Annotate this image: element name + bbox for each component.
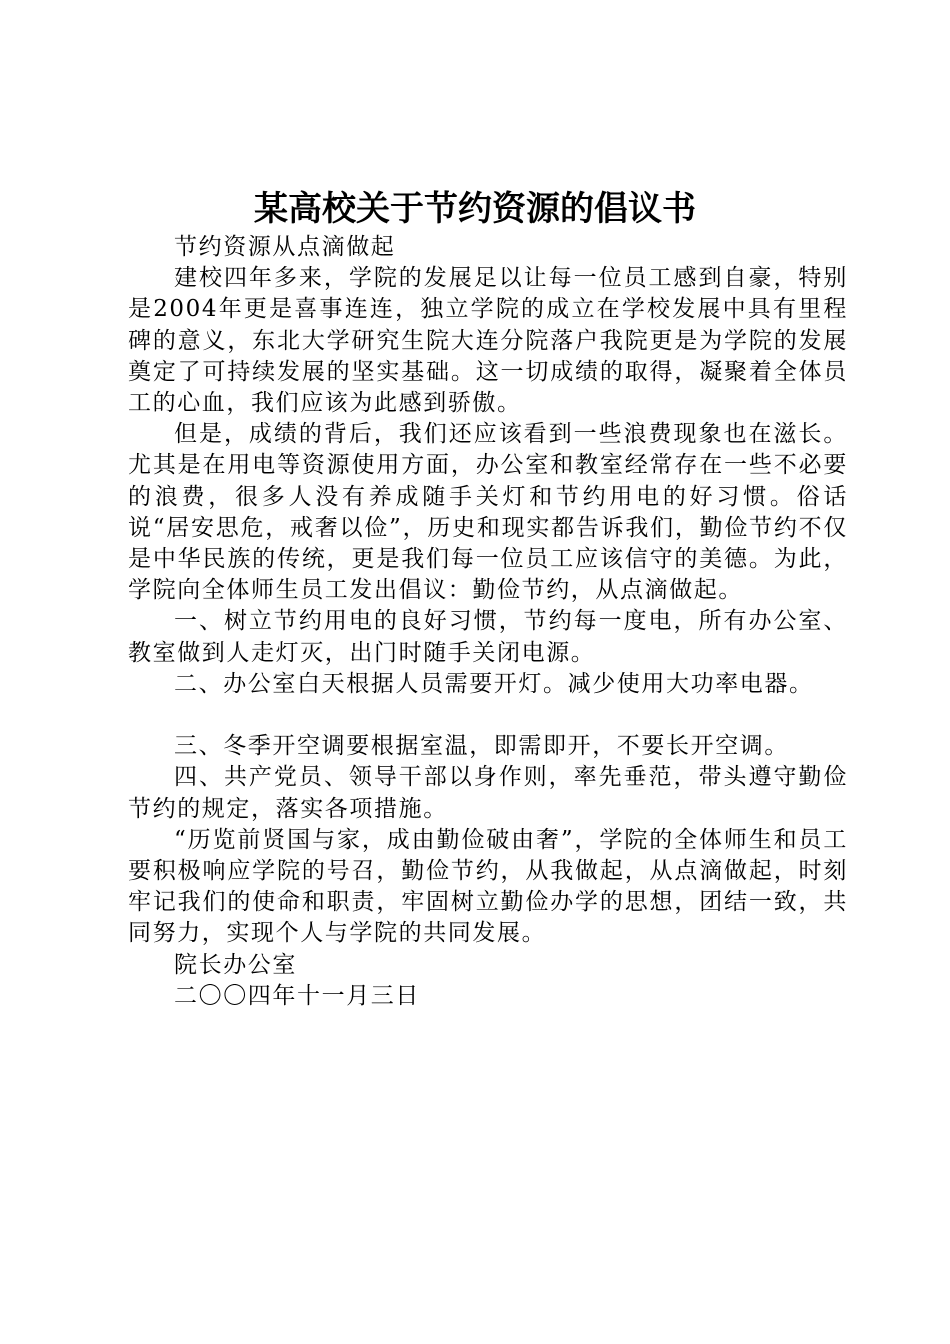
subtitle-line: 节约资源从点滴做起 [174,234,396,260]
date-line: 二〇〇四年十一月三日 [174,982,420,1009]
blank-line [128,700,848,731]
closing-paragraph: “历览前贤国与家，成由勤俭破由奢”，学院的全体师生和员工要积极响应学院的号召，勤俭节约，从我做起，从点滴做起，时刻牢记我们的使命和职责，牢固树立勤俭办学的思想，团结一致，共同努力，实现个人与学院的共同发展。 [128,826,848,947]
document-body [128,232,848,1012]
proposal-item-1: 一、树立节约用电的良好习惯，节约每一度电，所有办公室、教室做到人走灯灭，出门时随手关闭电源。 [128,608,848,666]
proposal-item-2: 二、办公室白天根据人员需要开灯。减少使用大功率电器。 [174,670,814,697]
proposal-item-4: 四、共产党员、领导干部以身作则，率先垂范，带头遵守勤俭节约的规定，落实各项措施。 [128,764,848,822]
proposal-item-3: 三、冬季开空调要根据室温，即需即开，不要长开空调。 [174,733,789,760]
signature: 院长办公室 [174,951,297,978]
paragraph-2: 但是，成绩的背后，我们还应该看到一些浪费现象也在滋长。尤其是在用电等资源使用方面，办公室和教室经常存在一些不必要的浪费，很多人没有养成随手关灯和节约用电的好习惯。俗话说“居安思危，戒奢以俭”，历史和现实都告诉我们，勤俭节约不仅是中华民族的传统，更是我们每一位员工应该信守的美德。为此，学院向全体师生员工发出倡议：勤俭节约，从点滴做起。 [128,421,848,604]
document-title: 某高校关于节约资源的倡议书 [254,189,696,229]
paragraph-1: 建校四年多来，学院的发展足以让每一位员工感到自豪，特别是2004年更是喜事连连，独立学院的成立在学校发展中具有里程碑的意义，东北大学研究生院大连分院落户我院更是为学院的发展奠定了可持续发展的坚实基础。这一切成绩的取得，凝聚着全体员工的心血，我们应该为此感到骄傲。 [128,265,848,417]
